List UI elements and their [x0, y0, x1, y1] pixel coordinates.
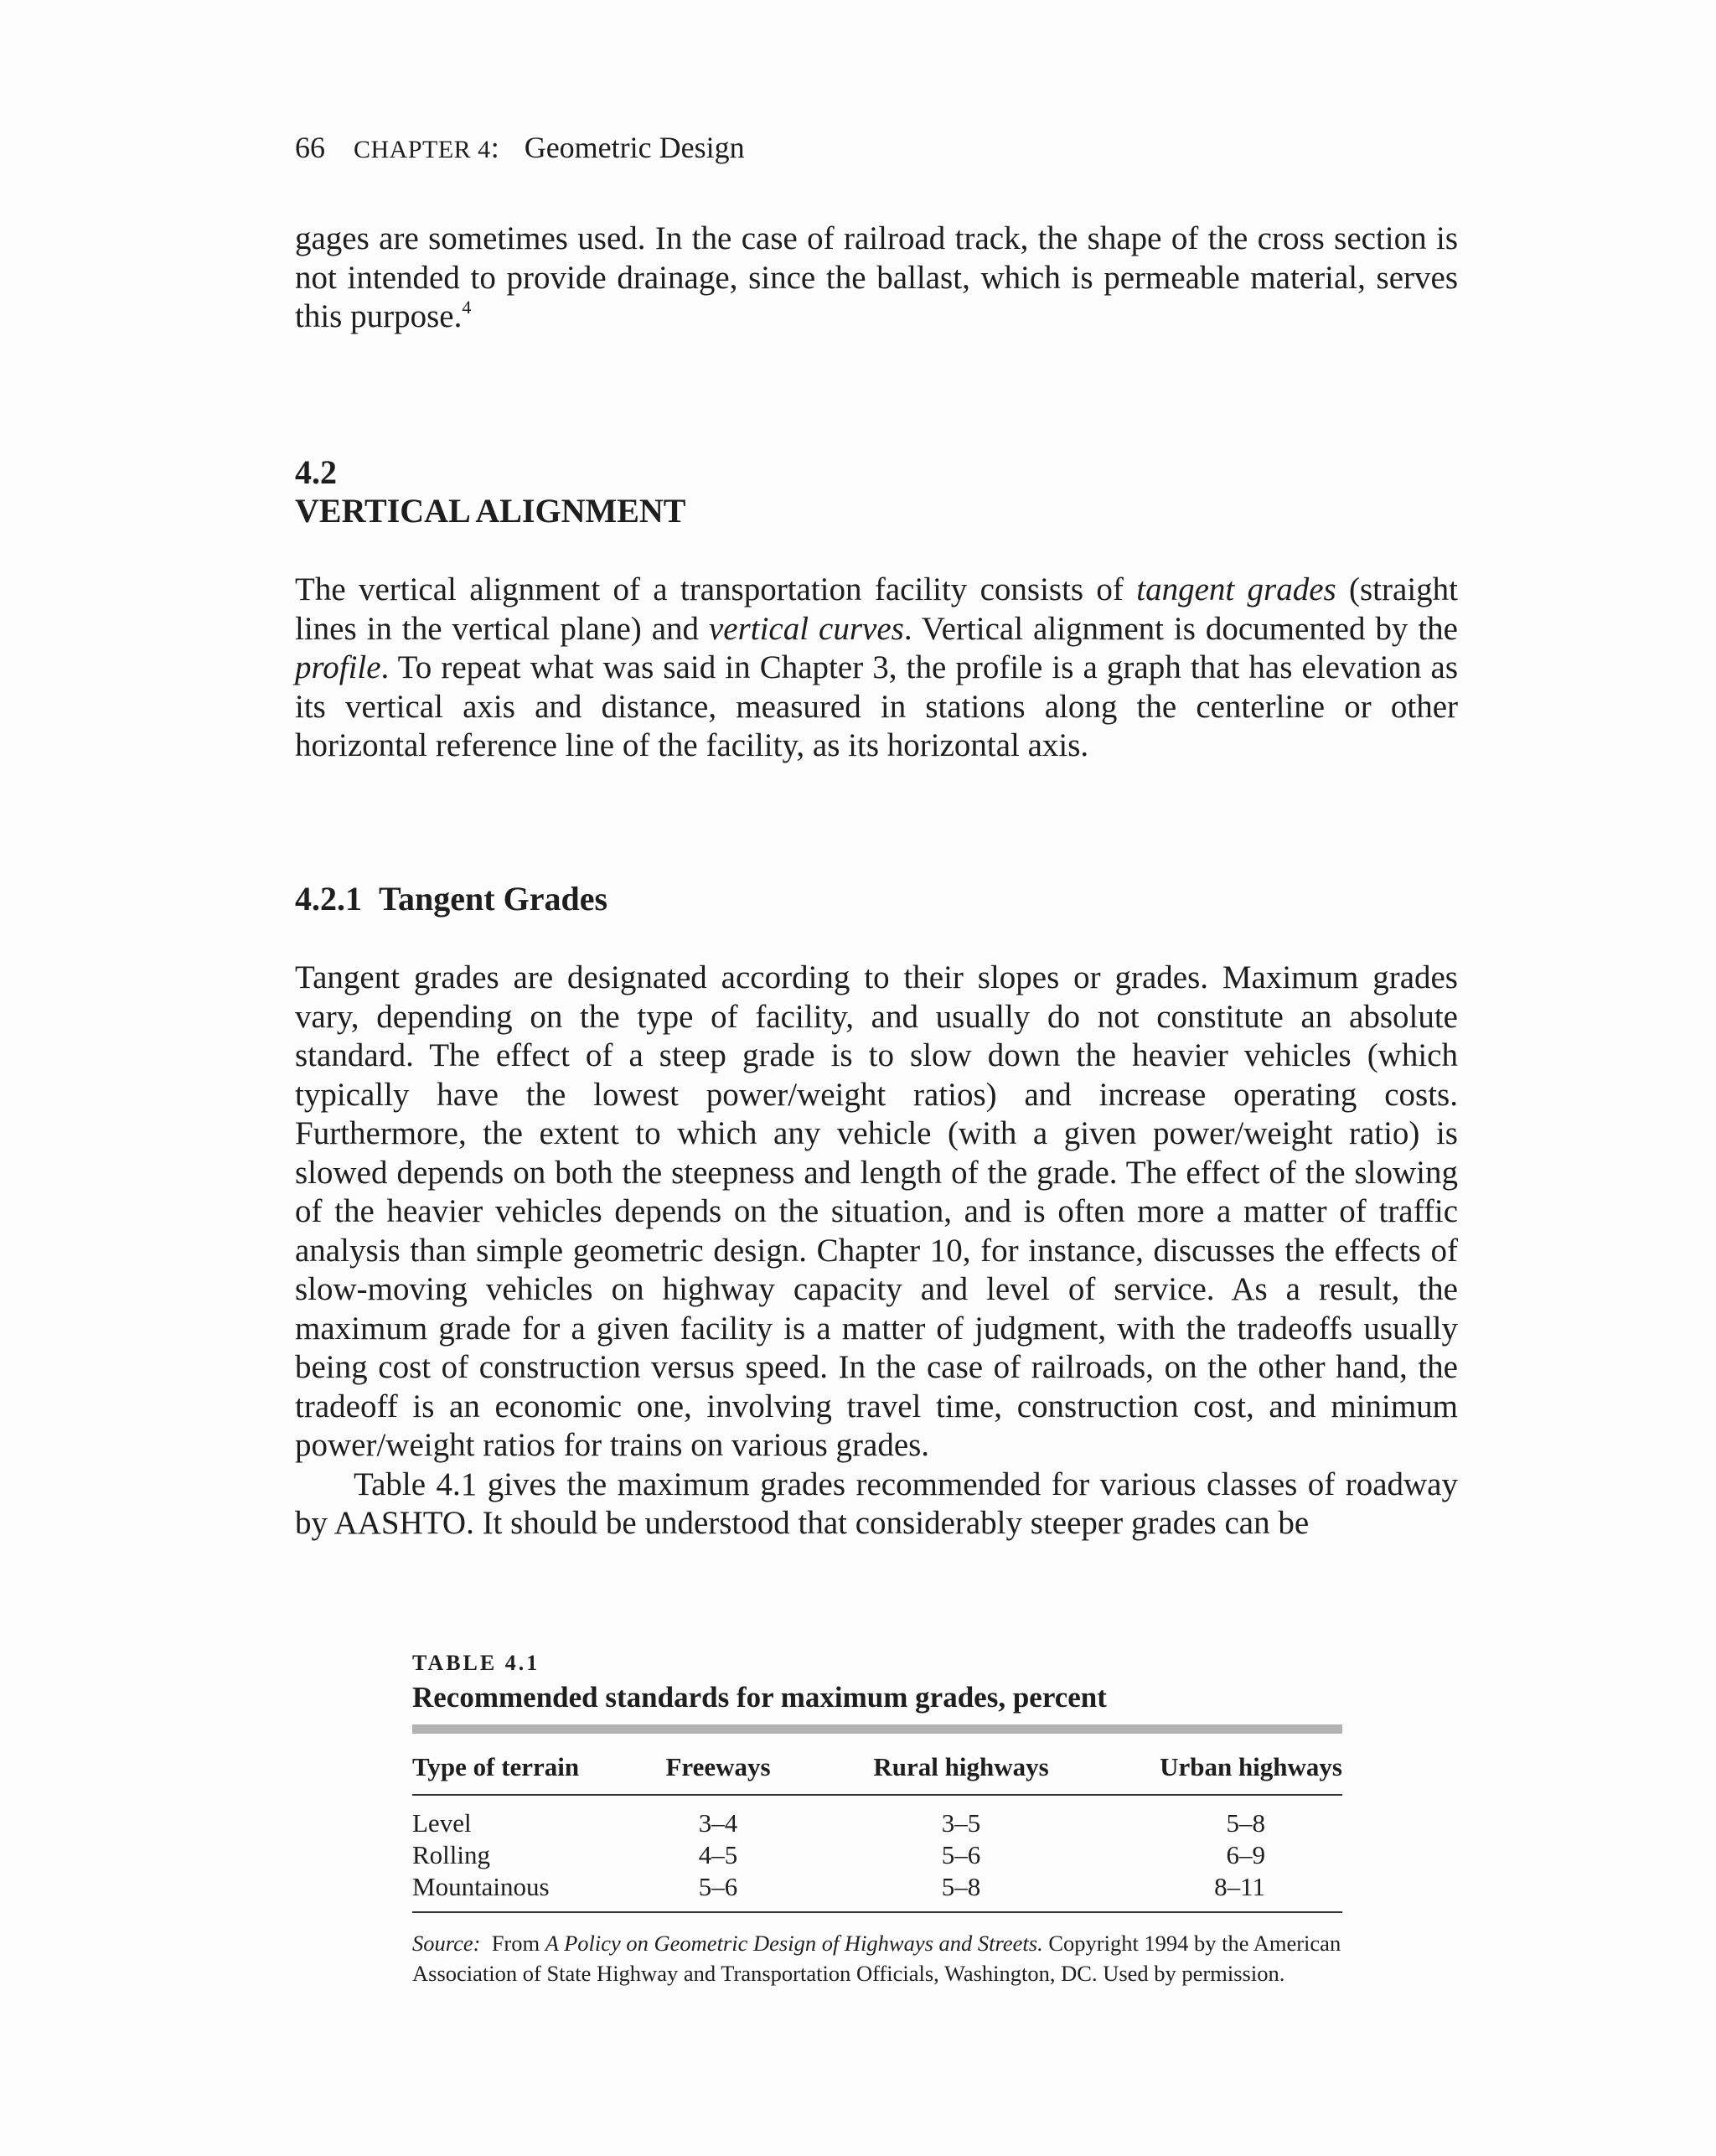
subsection-number: 4.2.1	[295, 880, 362, 918]
cell-urban: 5–8	[1226, 1808, 1265, 1838]
tangent-paragraph-2: Table 4.1 gives the maximum grades recommended for various classes of roadway by AASHTO. It should be understood that considerably steeper grades can be	[295, 1466, 1458, 1541]
running-head	[295, 126, 745, 172]
cell-urban: 6–9	[1226, 1840, 1265, 1869]
table-caption: Recommended standards for maximum grades, percent	[412, 1681, 1107, 1714]
cell-terrain: Mountainous	[412, 1871, 605, 1912]
header-freeways: Freeways	[605, 1745, 831, 1795]
page-number: 66	[295, 131, 325, 164]
section-title: VERTICAL ALIGNMENT	[295, 492, 686, 530]
tangent-paragraph-1: Tangent grades are designated according to their slopes or grades. Maximum grades vary, depending on the type of facility, and usually do not constitute an absolute standard. The effect of a steep grade is to slow down the heavier vehicles (which typically have the lowest power/weight ratios) and increase operating costs. Furthermore, the extent to which any vehicle (with a given power/weight ratio) is slowed depends on both the steepness and length of the grade. The effect of the slowing of the heavier vehicles depends on the situation, and is often more a matter of traffic analysis than simple geometric design. Chapter 10, for instance, discusses the effects of slow-moving vehicles on highway capacity and level of service. As a result, the maximum grade for a given facility is a matter of judgment, with the tradeoffs usually being cost of construction versus speed. In the case of railroads, on the other hand, the tradeoff is an economic one, involving travel time, construction cost, and minimum power/weight ratios for trains on various grades.	[295, 959, 1458, 1463]
va-text-3: . Vertical alignment is documented by the	[903, 610, 1458, 647]
chapter-title: Geometric Design	[524, 131, 745, 164]
subsection-heading	[295, 879, 607, 919]
cell-freeways: 3–4	[698, 1808, 738, 1838]
va-text-1: The vertical alignment of a transportation facility consists of	[295, 571, 1137, 608]
table-top-rule	[412, 1724, 1342, 1734]
chapter-label: CHAPTER 4	[354, 136, 491, 163]
va-text-2: (straight lines in the vertical plane) and	[295, 571, 1458, 647]
header-urban: Urban highways	[1091, 1745, 1342, 1795]
table-4-1	[412, 1649, 1342, 1988]
cell-freeways: 5–6	[605, 1871, 831, 1912]
header-rural: Rural highways	[831, 1745, 1091, 1795]
source-label: Source:	[412, 1931, 481, 1956]
term-tangent-grades: tangent grades	[1136, 571, 1336, 608]
cell-terrain: Rolling	[412, 1840, 491, 1869]
cell-terrain: Level	[412, 1808, 472, 1838]
source-from: From	[491, 1931, 545, 1956]
vertical-alignment-paragraph	[295, 571, 1458, 766]
cell-rural: 5–6	[941, 1840, 981, 1869]
chapter-colon: :	[490, 131, 499, 164]
table-header-row	[412, 1745, 1342, 1795]
subsection-title: Tangent Grades	[379, 880, 608, 918]
table-row	[412, 1871, 1342, 1912]
cell-rural: 5–8	[831, 1871, 1091, 1912]
source-work-title: A Policy on Geometric Design of Highways and Streets.	[545, 1931, 1043, 1956]
term-profile: profile	[295, 649, 381, 685]
table-row	[412, 1795, 1342, 1839]
intro-text: gages are sometimes used. In the case of railroad track, the shape of the cross section is not intended to provide drainage, since the ballast, which is permeable material, serves this purpose.	[295, 220, 1458, 334]
cell-urban: 8–11	[1091, 1871, 1342, 1912]
table-label: TABLE 4.1	[412, 1651, 540, 1675]
section-number: 4.2	[295, 453, 337, 491]
intro-paragraph	[295, 220, 1458, 341]
source-rest: Copyright 1994 by the American Association of State Highway and Transportation Officials, Washington, DC. Used by permission.	[412, 1931, 1341, 1986]
grades-table	[412, 1745, 1342, 1913]
tangent-grades-text	[295, 959, 1458, 1543]
footnote-ref: 4	[462, 297, 472, 318]
table-source-note	[412, 1928, 1342, 1988]
table-row	[412, 1839, 1342, 1871]
cell-rural: 3–5	[941, 1808, 981, 1838]
term-vertical-curves: vertical curves	[708, 610, 904, 647]
cell-freeways: 4–5	[698, 1840, 738, 1869]
header-terrain: Type of terrain	[412, 1745, 605, 1795]
va-text-4: . To repeat what was said in Chapter 3, the profile is a graph that has elevation as its vertical axis and distance, measured in stations along the centerline or other horizontal reference line of the facility, as its horizontal axis.	[295, 649, 1458, 763]
